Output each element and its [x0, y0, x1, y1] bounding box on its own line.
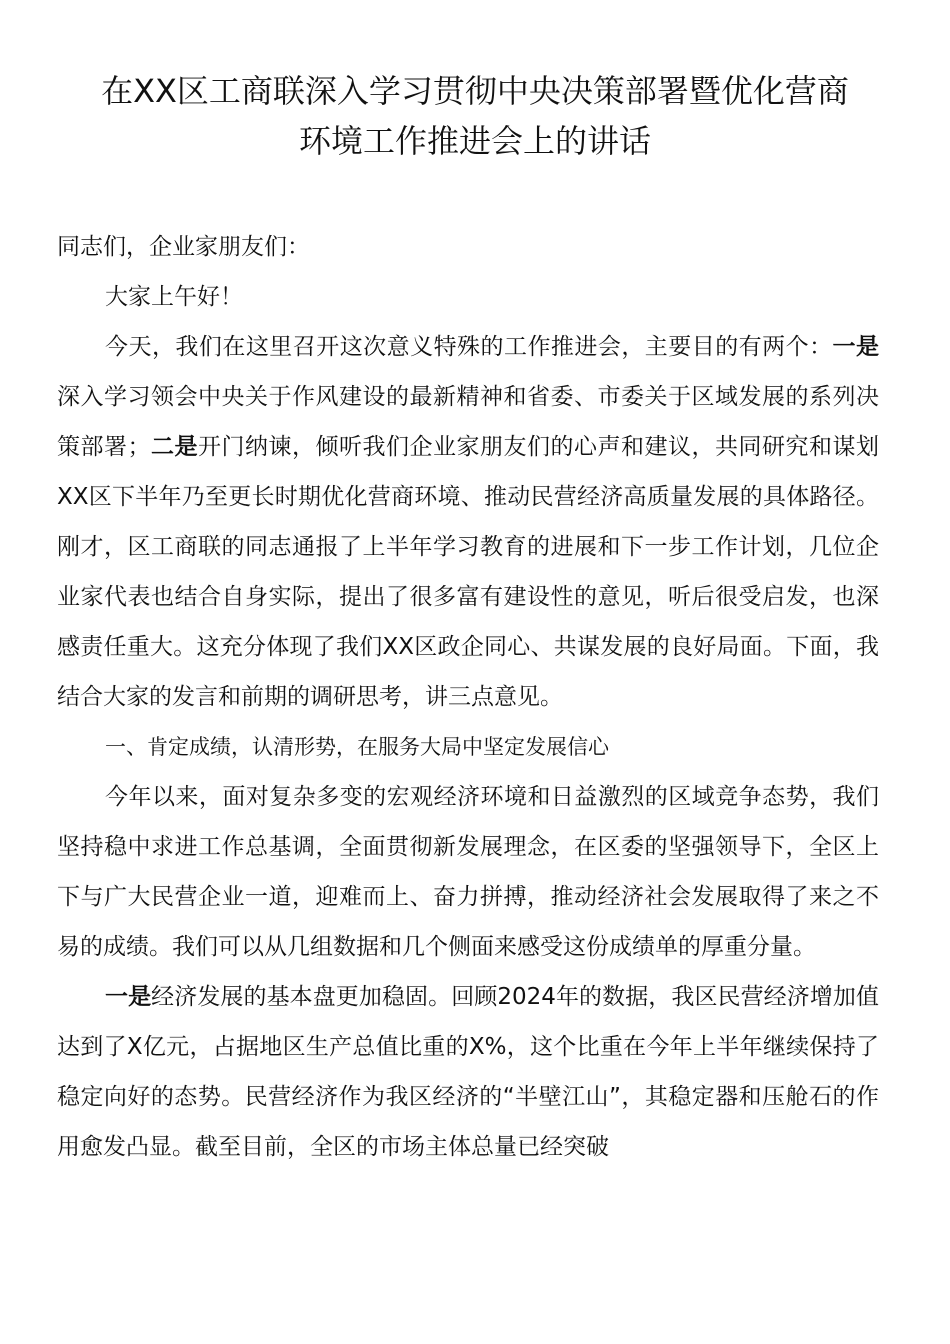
greeting: 大家上午好！: [105, 284, 243, 310]
paragraph-intro: [57, 322, 879, 722]
title-line-2: 环境工作推进会上的讲话: [298, 122, 651, 160]
paragraph-intro-text: 今天，我们在这里召开这次意义特殊的工作推进会，主要目的有两个：: [105, 334, 833, 360]
document-body: [57, 222, 879, 1172]
paragraph-point-one: [57, 972, 879, 1172]
document-title: [40, 66, 910, 166]
paragraph-achievements: 今年以来，面对复杂多变的宏观经济环境和日益激烈的区域竞争态势，我们坚持稳中求进工作总基调，全面贯彻新发展理念，在区委的坚强领导下，全区上下与广大民营企业一道，迎难而上、奋力拼搏，推动经济社会发展取得了来之不易的成绩。我们可以从几组数据和几个侧面来感受这份成绩单的厚重分量。: [57, 784, 879, 960]
salutation: 同志们，企业家朋友们：: [57, 234, 310, 260]
emphasis-second: 二是: [150, 434, 198, 460]
emphasis-point-one: 一是: [105, 984, 152, 1010]
title-line-1: 在XX区工商联深入学习贯彻中央决策部署暨优化营商: [101, 72, 849, 110]
section-heading-1: 一、肯定成绩，认清形势，在服务大局中坚定发展信心: [105, 735, 609, 759]
paragraph-intro-point-1: 深入学习领会中央关于作风建设的最新精神和省委、市委关于区域发展的系列决策部署；: [57, 384, 879, 460]
emphasis-first: 一是: [832, 334, 879, 360]
paragraph-point-one-text: 经济发展的基本盘更加稳固。回顾2024年的数据，我区民营经济增加值达到了X亿元，占据地区生产总值比重的X%，这个比重在今年上半年继续保持了稳定向好的态势。民营经济作为我区经济的“半壁江山”，其稳定器和压舱石的作用愈发凸显。截至目前，全区的市场主体总量已经突破: [57, 984, 879, 1160]
paragraph-intro-point-2: 开门纳谏，倾听我们企业家朋友们的心声和建议，共同研究和谋划XX区下半年乃至更长时期优化营商环境、推动民营经济高质量发展的具体路径。刚才，区工商联的同志通报了上半年学习教育的进展和下一步工作计划，几位企业家代表也结合自身实际，提出了很多富有建设性的意见，听后很受启发，也深感责任重大。这充分体现了我们XX区政企同心、共谋发展的良好局面。下面，我结合大家的发言和前期的调研思考，讲三点意见。: [57, 434, 879, 710]
